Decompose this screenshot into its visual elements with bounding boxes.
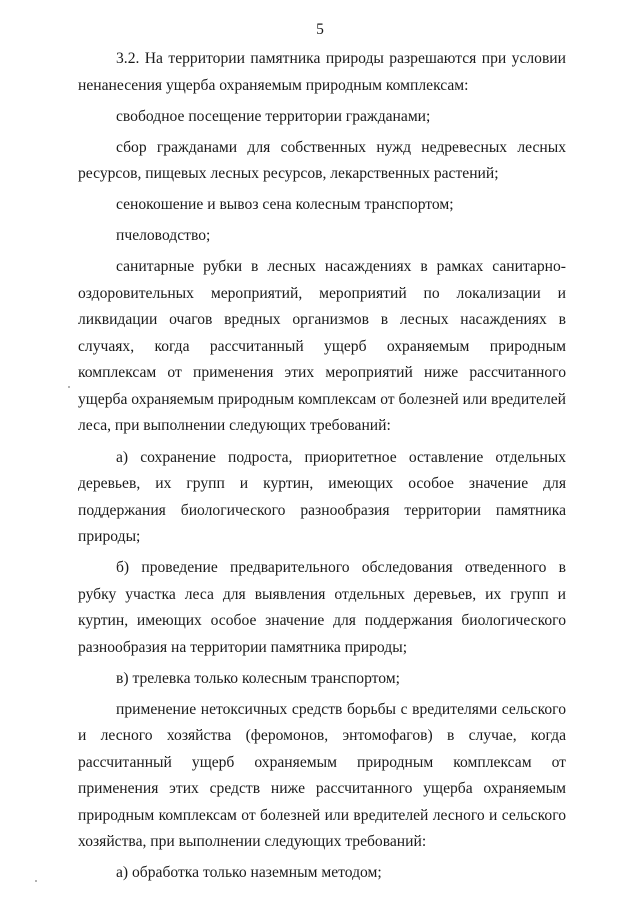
- page-number: 5: [316, 21, 324, 38]
- paragraph-item-b-survey: б) проведение предварительного обследования отведенного в рубку участка леса для выявления отдельных деревьев, их групп и куртин, имеющих особое значение для поддержания биологического разнообразия на территории памятника природы;: [78, 559, 566, 656]
- paragraph-section-3-2: 3.2. На территории памятника природы разрешаются при условии ненанесения ущерба охраняемым природным комплексам:: [78, 50, 566, 94]
- paragraph-forest-resources: сбор гражданами для собственных нужд недревесных лесных ресурсов, пищевых лесных ресурсов, лекарственных растений;: [78, 138, 566, 183]
- paragraph-beekeeping: пчеловодство;: [116, 227, 211, 245]
- document-body: [78, 46, 566, 892]
- paragraph-nontoxic-means: применение нетоксичных средств борьбы с вредителями сельского и лесного хозяйства (феромонов, энтомофагов) в случае, когда рассчитанный ущерб охраняемым природным комплексам от применения этих средств ниже рассчитанного ущерба охраняемым природным комплексам от болезней или вредителей лесного и сельского хозяйства, при выполнении следующих требований:: [78, 700, 566, 851]
- paragraph-item-a-ground-method: а) обработка только наземным методом;: [116, 864, 382, 882]
- paragraph-free-visit: свободное посещение территории гражданами;: [116, 107, 431, 125]
- scan-speck: [35, 880, 37, 882]
- scan-speck: [68, 386, 70, 388]
- paragraph-item-a-undergrowth: а) сохранение подроста, приоритетное оставление отдельных деревьев, их групп и куртин, имеющих особое значение для поддержания биологического разнообразия территории памятника природы;: [78, 448, 566, 546]
- paragraph-haymaking: сенокошение и вывоз сена колесным транспортом;: [116, 196, 454, 214]
- paragraph-item-c-skidding: в) трелевка только колесным транспортом;: [116, 669, 400, 687]
- paragraph-sanitary-felling: санитарные рубки в лесных насаждениях в рамках санитарно-оздоровительных мероприятий, мероприятий по локализации и ликвидации очагов вредных организмов в лесных насаждениях в случаях, когда рассчитанный ущерб охраняемым природным комплексам от применения этих мероприятий ниже рассчитанного ущерба охраняемым природным комплексам от болезней или вредителей леса, при выполнении следующих требований:: [78, 258, 566, 435]
